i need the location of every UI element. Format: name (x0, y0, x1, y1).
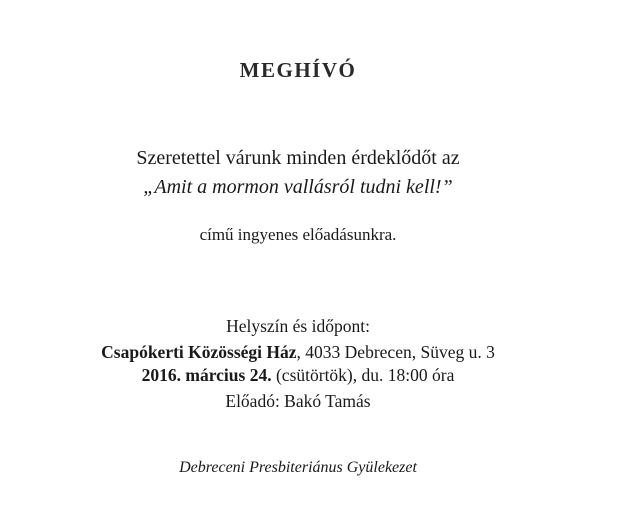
lecture-title: „Amit a mormon vallásról tudni kell!” (143, 176, 453, 198)
venue-name: Csapókerti Közösségi Ház (101, 342, 297, 362)
date-line (0, 365, 596, 386)
organizer-name: Debreceni Presbiteriánus Gyülekezet (179, 459, 417, 476)
event-time: (csütörtök), du. 18:00 óra (271, 365, 455, 385)
venue-address: , 4033 Debrecen, Süveg u. 3 (296, 342, 495, 362)
lecture-subtitle: című ingyenes előadásunkra. (199, 225, 397, 244)
speaker-line: Előadó: Bakó Tamás (225, 391, 371, 411)
invitation-title: MEGHÍVÓ (239, 58, 357, 82)
venue-line (0, 342, 596, 363)
event-date: 2016. március 24. (141, 365, 272, 385)
venue-heading: Helyszín és időpont: (226, 316, 370, 336)
intro-text: Szeretettel várunk minden érdeklődőt az (136, 147, 460, 169)
